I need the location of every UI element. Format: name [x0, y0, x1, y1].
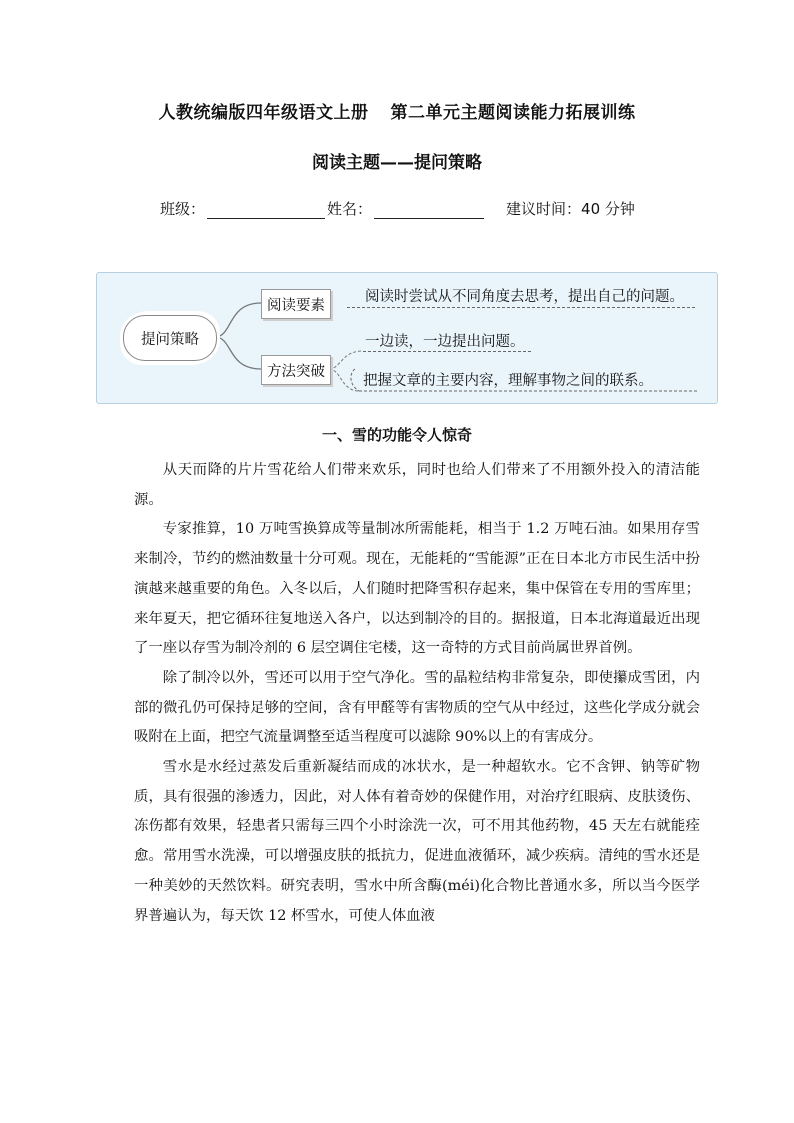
mindmap-branch-method: 方法突破 — [261, 355, 331, 385]
paragraph: 除了制冷以外，雪还可以用于空气净化。雪的晶粒结构非常复杂，即使攥成雪团，内部的微孔仍可保持足够的空间，含有甲醛等有害物质的空气从中经过，这些化学成分就会吸附在上面，把空气流量调整至适当程度可以滤除 90%以上的有害成分。 — [134, 669, 700, 746]
student-info-row — [160, 198, 635, 219]
branch2-text-1: 一边读，一边提出问题。 — [365, 334, 525, 350]
paragraph: 从天而降的片片雪花给人们带来欢乐，同时也给人们带来了不用额外投入的清洁能源。 — [134, 462, 700, 508]
page-title — [0, 98, 794, 123]
section-title: 一、雪的功能令人惊奇 — [321, 426, 472, 444]
branch2-underline — [363, 351, 531, 352]
mindmap-branch-reading-element: 阅读要素 — [261, 289, 331, 319]
class-blank[interactable] — [207, 204, 325, 219]
name-blank[interactable] — [374, 204, 484, 219]
class-label: 班级： — [160, 200, 206, 218]
page-subtitle: 阅读主题——提问策略 — [312, 153, 482, 173]
name-label: 姓名： — [327, 200, 373, 218]
branch1-text: 阅读时尝试从不同角度去思考，提出自己的问题。 — [365, 289, 684, 305]
paragraph: 雪水是水经过蒸发后重新凝结而成的冰状水，是一种超软水。它不含钾、钠等矿物质，具有很强的渗透力，因此，对人体有着奇妙的保健作用，对治疗红眼病、皮肤烫伤、冻伤都有效果，轻患者只需每三四个小时涂洗一次，可不用其他药物，45 天左右就能痊愈。常用雪水洗澡，可以增强皮肤的抵抗力，促进血液循环，减少疾病。清纯的雪水还是一种美妙的天然饮料。研究表明，雪水中所含酶(méi)化合物比普通水多，所以当今医学界普遍认为，每天饮 12 杯雪水，可使人体血液 — [134, 759, 700, 924]
article-body — [134, 456, 700, 931]
strategy-mindmap — [96, 272, 718, 404]
branch2-text-2: 把握文章的主要内容，理解事物之间的联系。 — [363, 373, 653, 389]
title-part2: 第二单元主题阅读能力拓展训练 — [390, 103, 636, 123]
title-part1: 人教统编版四年级语文上册 — [158, 103, 369, 123]
branch1-underline — [347, 307, 695, 308]
mindmap-root-cloud: 提问策略 — [123, 315, 217, 361]
paragraph: 专家推算，10 万吨雪换算成等量制冰所需能耗，相当于 1.2 万吨石油。如果用存雪来制冷，节约的燃油数量十分可观。现在，无能耗的“雪能源”正在日本北方市民生活中扮演越来越重要的角色。入冬以后，人们随时把降雪积存起来，集中保管在专用的雪库里；来年夏天，把它循环往复地送入各户，以达到制冷的目的。据报道，日本北海道最近出现了一座以存雪为制冷剂的 6 层空调住宅楼，这一奇特的方式目前尚属世界首例。 — [134, 521, 700, 657]
time-label: 建议时间：40 分钟 — [506, 200, 635, 218]
